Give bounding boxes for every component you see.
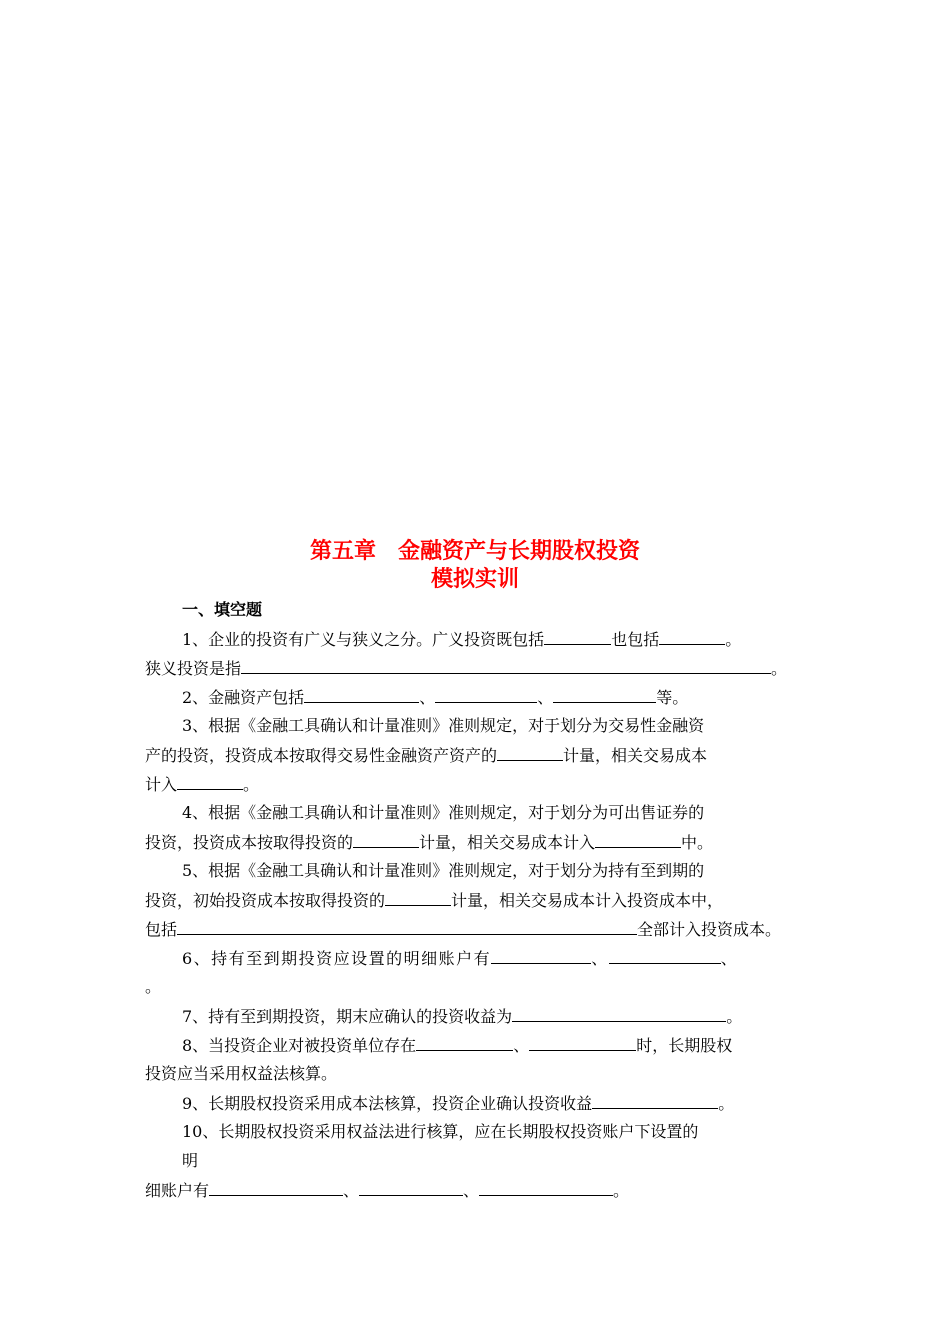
question-3-line-1: 3、根据《金融工具确认和计量准则》准则规定，对于划分为交易性金融资 <box>182 716 705 735</box>
answer-blank[interactable] <box>385 888 451 906</box>
question-8-line-2: 投资应当采用权益法核算。 <box>145 1064 338 1083</box>
question-1-line-1: 1、企业的投资有广义与狭义之分。广义投资既包括 也包括 。 <box>182 627 741 652</box>
question-10-line-2: 明 <box>182 1151 199 1170</box>
answer-blank[interactable] <box>479 1178 613 1196</box>
answer-blank[interactable] <box>512 1004 726 1022</box>
answer-blank[interactable] <box>553 685 656 703</box>
answer-blank[interactable] <box>353 830 419 848</box>
answer-blank[interactable] <box>491 946 591 964</box>
question-2-line-1: 2、金融资产包括 、 、 等。 <box>182 685 688 710</box>
answer-blank[interactable] <box>177 917 637 935</box>
question-7-line-1: 7、持有至到期投资，期末应确认的投资收益为 。 <box>182 1004 742 1029</box>
question-5-line-1: 5、根据《金融工具确认和计量准则》准则规定，对于划分为持有至到期的 <box>182 861 705 880</box>
answer-blank[interactable] <box>497 743 563 761</box>
answer-blank[interactable] <box>416 1033 513 1051</box>
answer-blank[interactable] <box>544 627 611 645</box>
question-9-line-1: 9、长期股权投资采用成本法核算，投资企业确认投资收益 。 <box>182 1091 734 1116</box>
answer-blank[interactable] <box>609 946 721 964</box>
question-8-line-1: 8、当投资企业对被投资单位存在 、 时，长期股权 <box>182 1033 732 1058</box>
answer-blank[interactable] <box>359 1178 463 1196</box>
answer-blank[interactable] <box>659 627 725 645</box>
answer-blank[interactable] <box>435 685 537 703</box>
answer-blank[interactable] <box>592 1091 718 1109</box>
question-10-line-1: 10、长期股权投资采用权益法进行核算，应在长期股权投资账户下设置的 <box>182 1122 699 1141</box>
answer-blank[interactable] <box>241 656 771 674</box>
question-4-line-1: 4、根据《金融工具确认和计量准则》准则规定，对于划分为可出售证券的 <box>182 803 705 822</box>
answer-blank[interactable] <box>529 1033 636 1051</box>
answer-blank[interactable] <box>209 1178 343 1196</box>
question-3-line-2: 产的投资，投资成本按取得交易性金融资产资产的 计量，相关交易成本 <box>145 743 707 768</box>
question-1-line-2: 狭义投资是指 。 <box>145 656 787 681</box>
question-10-line-3: 细账户有 、 、 。 <box>145 1178 629 1203</box>
question-3-line-3: 计入 。 <box>145 772 259 797</box>
question-5-line-2: 投资，初始投资成本按取得投资的 计量，相关交易成本计入投资成本中， <box>145 888 723 913</box>
answer-blank[interactable] <box>595 830 681 848</box>
answer-blank[interactable] <box>304 685 419 703</box>
question-4-line-2: 投资，投资成本按取得投资的 计量，相关交易成本计入 中。 <box>145 830 713 855</box>
section-heading: 一、填空题 <box>182 600 263 619</box>
chapter-subtitle: 模拟实训 <box>430 567 519 592</box>
question-6-line-2: 。 <box>145 977 162 996</box>
answer-blank[interactable] <box>177 772 243 790</box>
chapter-title: 第五章 金融资产与长期股权投资 <box>309 539 640 564</box>
question-6-line-1: 6、持有至到期投资应设置的明细账户有 、 、 <box>182 946 738 971</box>
question-5-line-3: 包括 全部计入投资成本。 <box>145 917 781 942</box>
